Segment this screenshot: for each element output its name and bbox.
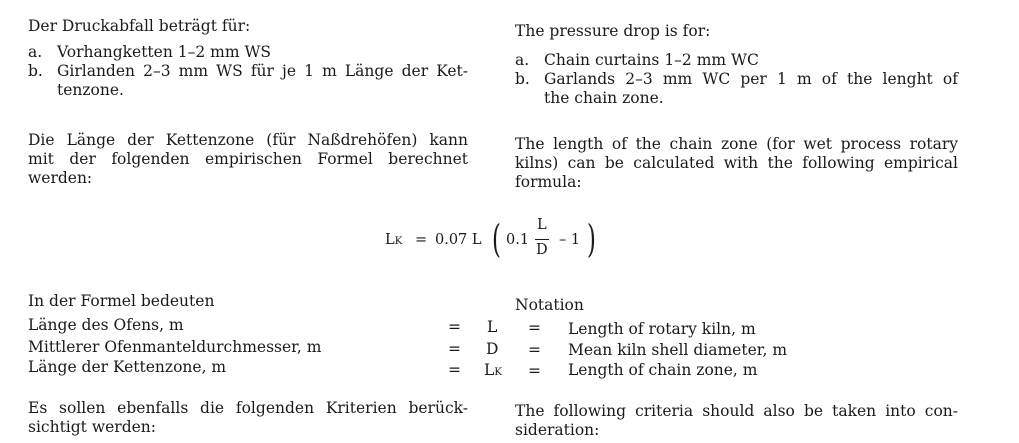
list-marker: b. <box>28 62 43 80</box>
paragraph-line: Die Länge der Kettenzone (für Naßdrehöfen) kann <box>28 131 468 149</box>
formula-inner-coefficient: 0.1 <box>506 232 530 248</box>
equals-sign: = <box>448 361 461 379</box>
english-length-paragraph <box>515 135 958 192</box>
equals-sign: = <box>528 341 541 359</box>
english-intro: The pressure drop is for: <box>515 22 711 40</box>
german-notation-shell-diameter: Mittlerer Ofenmanteldurchmesser, m <box>28 338 322 356</box>
list-marker: a. <box>28 43 43 61</box>
list-marker: a. <box>515 51 530 69</box>
list-item-text: Garlands 2–3 mm WC per 1 m of the lenght of <box>544 70 958 88</box>
equals-sign: = <box>528 362 541 380</box>
english-list <box>515 51 958 108</box>
paragraph-line: kilns) can be calculated with the following empirical <box>515 154 958 172</box>
list-item-text: Chain curtains 1–2 mm WC <box>544 51 759 69</box>
german-notation-kiln-length: Länge des Ofens, m <box>28 316 184 334</box>
paragraph-line: werden: <box>28 169 93 187</box>
formula-coefficient: 0.07 L <box>435 232 482 248</box>
symbol-kiln-length: L <box>487 318 498 336</box>
formula-fraction-bar <box>535 239 549 240</box>
paragraph-line: formula: <box>515 173 582 191</box>
german-notation-heading: In der Formel bedeuten <box>28 292 215 310</box>
symbol-shell-diameter: D <box>486 340 499 358</box>
german-length-paragraph <box>28 131 468 188</box>
formula-numerator: L <box>537 217 547 233</box>
english-notation-kiln-length: Length of rotary kiln, m <box>568 320 756 338</box>
formula-lhs: LK <box>385 232 403 248</box>
list-marker: b. <box>515 70 530 88</box>
list-item-text: tenzone. <box>57 81 124 99</box>
equals-sign: = <box>528 319 541 337</box>
german-list-item-b <box>28 62 468 100</box>
chain-zone-formula <box>385 218 615 266</box>
paragraph-line: sideration: <box>515 421 600 439</box>
english-list-item-a <box>515 51 958 70</box>
paragraph-line: The length of the chain zone (for wet process rotary <box>515 135 958 153</box>
equals-sign: = <box>448 318 461 336</box>
list-item-text: Vorhangketten 1–2 mm WS <box>57 43 272 61</box>
formula-minus-one: – 1 <box>559 232 581 248</box>
list-item-text: Girlanden 2–3 mm WS für je 1 m Länge der Ket- <box>57 62 468 80</box>
paragraph-line: sichtigt werden: <box>28 418 156 436</box>
english-criteria-paragraph <box>515 402 958 440</box>
formula-left-paren: ( <box>491 217 501 261</box>
formula-denominator: D <box>536 242 548 258</box>
paragraph-line: mit der folgenden empirischen Formel berechnet <box>28 150 468 168</box>
german-notation-chain-zone-length: Länge der Kettenzone, m <box>28 358 227 376</box>
german-intro: Der Druckabfall beträgt für: <box>28 17 251 35</box>
english-notation-shell-diameter: Mean kiln shell diameter, m <box>568 341 788 359</box>
german-list <box>28 43 468 100</box>
equals-sign: = <box>448 340 461 358</box>
english-list-item-b <box>515 70 958 108</box>
formula-right-paren: ) <box>586 217 596 261</box>
german-list-item-a <box>28 43 468 62</box>
german-criteria-paragraph <box>28 399 468 437</box>
paragraph-line: Es sollen ebenfalls die folgenden Kriterien berück- <box>28 399 468 417</box>
english-notation-chain-zone-length: Length of chain zone, m <box>568 361 758 379</box>
paragraph-line: The following criteria should also be taken into con- <box>515 402 958 420</box>
symbol-chain-zone-length: LK <box>484 361 503 379</box>
formula-equals: = <box>415 232 428 248</box>
english-notation-heading: Notation <box>515 296 584 314</box>
list-item-text: the chain zone. <box>544 89 664 107</box>
